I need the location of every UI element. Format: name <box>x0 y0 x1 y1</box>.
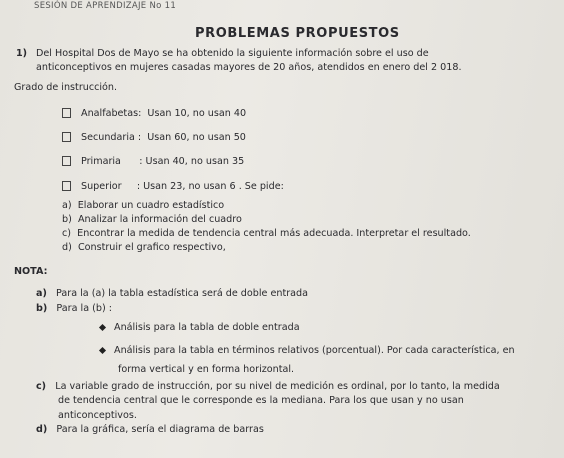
nota-bullet-2: Análisis para la tabla en términos relativos (porcentual). Por cada característica, en <box>100 345 515 357</box>
nota-b: b) Para la (b) : <box>36 303 112 314</box>
checkbox-icon <box>62 108 71 118</box>
category-label: Secundaria : <box>81 132 142 143</box>
session-header: SESIÓN DE APRENDIZAJE No 11 <box>34 1 177 11</box>
problem-number: 1) <box>16 48 28 59</box>
nota-d: d) Para la gráfica, sería el diagrama de barras <box>36 424 264 435</box>
page-title: PROBLEMAS PROPUESTOS <box>195 26 400 41</box>
task-c: c) Encontrar la medida de tendencia central más adecuada. Interpretar el resultado. <box>62 228 471 239</box>
task-a: a) Elaborar un cuadro estadístico <box>62 200 225 211</box>
category-label: Analfabetas: <box>81 108 142 119</box>
category-label: Superior <box>81 181 122 192</box>
category-primaria <box>62 156 244 168</box>
category-analfabetas <box>62 108 246 120</box>
checkbox-icon <box>62 156 71 166</box>
category-value: Usan 60, no usan 50 <box>147 132 246 143</box>
category-secundaria <box>62 132 246 144</box>
nota-c-line-3: anticonceptivos. <box>58 410 137 421</box>
diamond-bullet-icon <box>99 346 106 353</box>
category-value: : Usan 40, no usan 35 <box>139 156 245 167</box>
nota-bullet-1: Análisis para la tabla de doble entrada <box>100 322 300 334</box>
checkbox-icon <box>62 132 71 142</box>
task-d: d) Construir el grafico respectivo, <box>62 242 226 253</box>
category-value: Usan 10, no usan 40 <box>147 108 247 119</box>
category-label: Primaria <box>81 156 121 167</box>
problem-line-1: Del Hospital Dos de Mayo se ha obtenido la siguiente información sobre el uso de <box>36 48 429 59</box>
grado-label: Grado de instrucción. <box>14 82 118 93</box>
nota-c: c) La variable grado de instrucción, por su nivel de medición es ordinal, por lo tanto, la medida <box>36 381 500 392</box>
problem-line-2: anticonceptivos en mujeres casadas mayores de 20 años, atendidos en enero del 2 018. <box>36 62 462 73</box>
nota-label: NOTA: <box>14 266 48 277</box>
diamond-bullet-icon <box>99 323 106 330</box>
nota-a: a) Para la (a) la tabla estadística será de doble entrada <box>36 288 308 299</box>
task-b: b) Analizar la información del cuadro <box>62 214 242 225</box>
nota-bullet-2-cont: forma vertical y en forma horizontal. <box>118 364 295 375</box>
nota-c-line-2: de tendencia central que le corresponde es la mediana. Para los que usan y no usan <box>58 395 464 406</box>
category-superior <box>62 181 284 193</box>
category-value: : Usan 23, no usan 6 . Se pide: <box>136 181 284 192</box>
checkbox-icon <box>62 181 71 191</box>
